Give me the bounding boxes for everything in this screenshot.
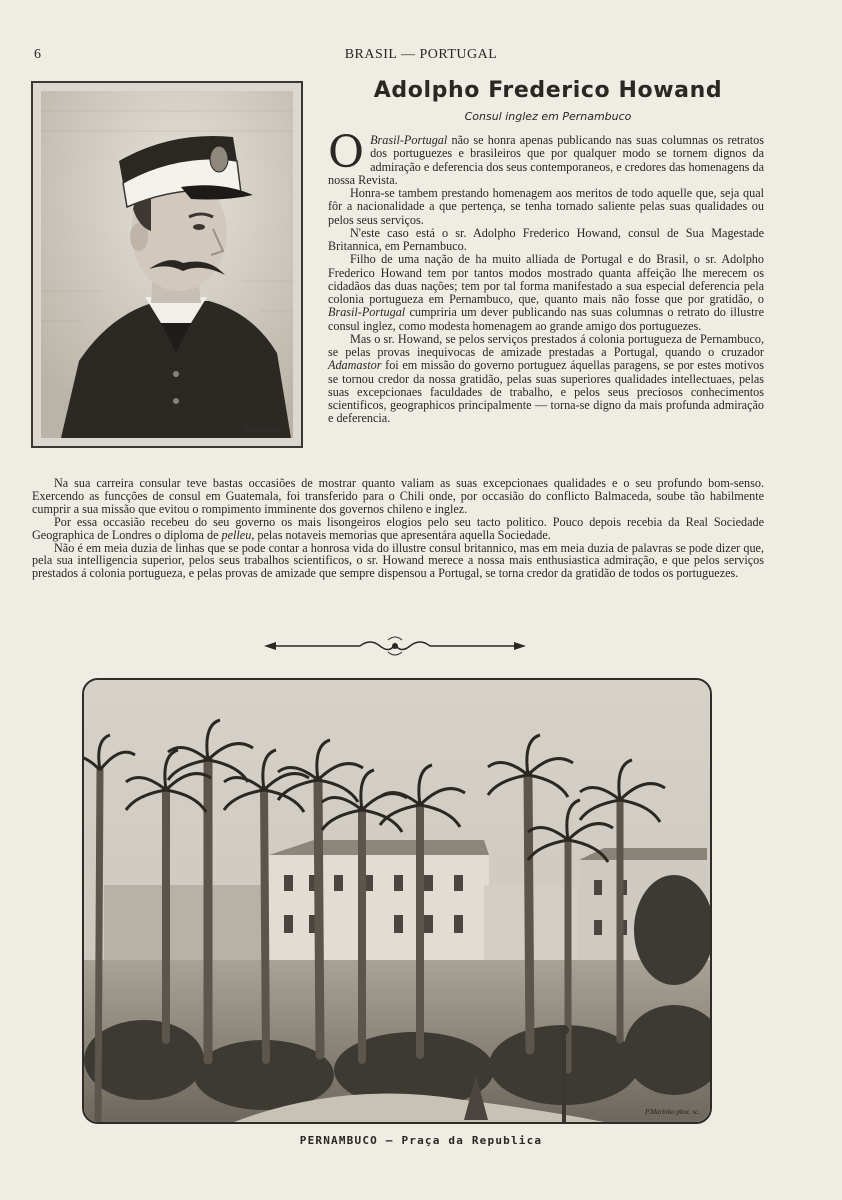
- ship-name: Adamastor: [328, 358, 382, 373]
- paragraph-text: Por essa occasião recebeu do seu governo os mais lisongeiros elogios pelo seu tacto politico. Pouco depois recebia da Real Sociedade Geographica de Londres o diploma de: [32, 514, 764, 542]
- paragraph-text: Mas o sr. Howand, se pelos serviços prestados á colonia portugueza de Pernambuco, se pelas provas inequivocas de amizade prestadas a Portugal, quando o cruzador: [328, 331, 764, 359]
- article-paragraph: [328, 127, 764, 187]
- article-paragraph: N'este caso está o sr. Adolpho Frederico Howand, consul de Sua Magestade Britannica, em Pernambuco.: [328, 225, 764, 253]
- article-paragraph: [328, 253, 764, 333]
- paragraph-text: , pelas notaveis memorias que apresentára aquella Sociedade.: [251, 527, 551, 542]
- consul-portrait: [41, 91, 293, 438]
- article-body-column: [328, 127, 764, 426]
- publication-name: Brasil-Portugal: [370, 133, 448, 147]
- praca-da-republica-photo: [84, 680, 710, 1122]
- square-photograph: [82, 678, 712, 1124]
- ornamental-divider: [260, 636, 530, 656]
- portrait-illustration: [41, 91, 293, 438]
- article-subtitle: Consul inglez em Pernambuco: [464, 110, 632, 123]
- portrait-frame: [31, 81, 303, 448]
- article-body-wide: [32, 477, 764, 580]
- article-paragraph: [328, 333, 764, 426]
- diploma-term: pelleu: [221, 527, 252, 542]
- engraver-signature: P.Marinho sc: [243, 426, 281, 434]
- paragraph-text: Filho de uma nação de ha muito alliada de Portugal e do Brasil, o sr. Adolpho Frederico Howand tem por tantos modos mostrado quanta affeição lhe merecem os cidadãos das duas nações; tem por tal forma manifestado a sua especial deferencia pela colonia portugueza em Pernambuco, que, quanto mais não fosse que por gratidão, o: [328, 252, 764, 306]
- page-number: 6: [34, 47, 42, 62]
- drop-cap: O: [328, 127, 365, 178]
- running-title: BRASIL — PORTUGAL: [344, 47, 498, 62]
- article-paragraph: Honra-se tambem prestando homenagem aos meritos de todo aquelle que, seja qual fôr a nacionalidade a que pertença, se tenha tornado saliente pelas suas qualidades ou pelos seus serviços.: [328, 186, 764, 227]
- paragraph-text: não se honra apenas publicando nas suas columnas os retratos dos portuguezes e brasileiros que por qualquer modo se tornem dignos da admiração e deferencia dos seus contemporaneos, e credores das homenagens da nossa Revista.: [328, 133, 764, 187]
- article-paragraph: Na sua carreira consular teve bastas occasiões de mostrar quanto valiam as suas excepcionaes qualidades e o seu profundo bom-senso. Exercendo as funcções de consul em Guatemala, foi transferido para o Chili onde, por occasião do conflicto Balmaceda, soube tão habilmente cumprir a sua missão que evitou o rompimento imminente dos governos chileno e inglez.: [32, 476, 764, 516]
- article-paragraph: [32, 516, 764, 542]
- photo-caption: PERNAMBUCO — Praça da Republica: [299, 1134, 543, 1147]
- article-paragraph: Não é em meia duzia de linhas que se pode contar a honrosa vida do illustre consul britannico, mas em meia duzia de palavras se pode dizer que, pela sua intelligencia superior, pelos seus trabalhos scientificos, o sr. Howand merece a nossa mais enthusiastica admiração, e que pelos serviços prestados á colonia portugueza, e pelas provas de amizade que sempre dispensou a Portugal, se torna credor da gratidão de todos os portuguezes.: [32, 540, 764, 581]
- publication-name: Brasil-Portugal: [328, 305, 406, 320]
- article-title: Adolpho Frederico Howand: [373, 78, 723, 103]
- paragraph-text: foi em missão do governo portuguez áquellas paragens, se por estes motivos se tornou credor da nossa gratidão, pelas suas superiores qualidades intellectuaes, pelas suas excepcionaes faculdades de trabalho, e pelos seus preciosos conhecimentos scientificos, geographicos principalmente — torna-se digno da mais profunda admiração e deferencia.: [328, 358, 764, 426]
- paragraph-text: cumpriria um dever publicando nas suas columnas o retrato do illustre consul inglez, como modesta homenagem ao grande amigo dos portuguezes.: [328, 305, 764, 333]
- photo-credit: P.Marinho phot. sc.: [645, 1108, 700, 1116]
